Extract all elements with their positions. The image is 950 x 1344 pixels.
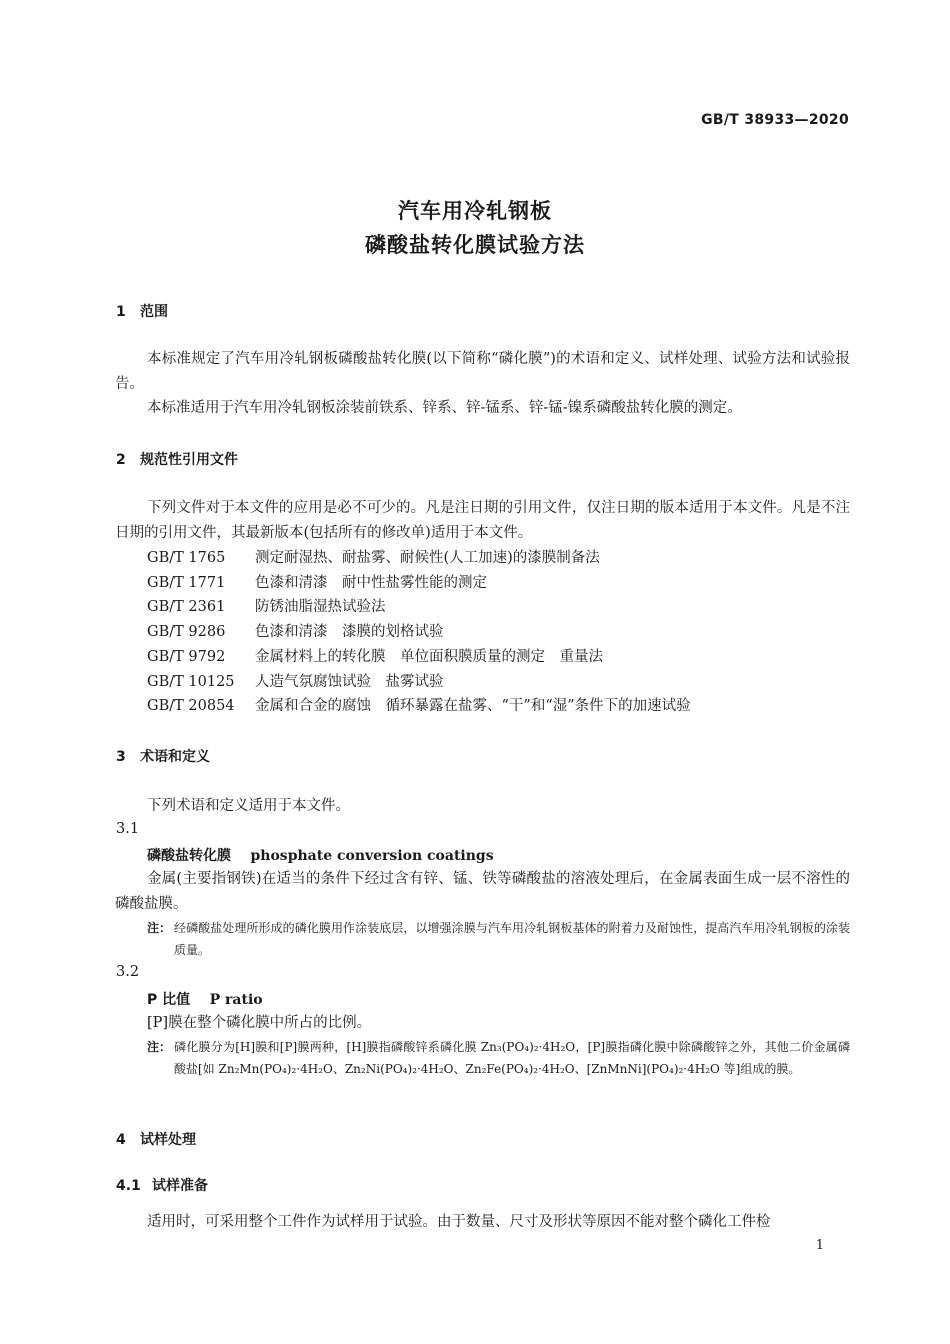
page-number: 1 <box>815 1238 824 1253</box>
section-number: 4 <box>116 1132 126 1148</box>
paragraph: 下列文件对于本文件的应用是必不可少的。凡是注日期的引用文件，仅注日期的版本适用于本文件。凡是不注日期的引用文件，其最新版本(包括所有的修改单)适用于本文件。 <box>115 500 850 541</box>
section-number: 3 <box>116 749 126 765</box>
standard-code: GB/T 38933—2020 <box>701 112 849 128</box>
section-2-heading <box>116 449 238 469</box>
term-number: 3.2 <box>116 964 140 980</box>
term-definition: 金属(主要指钢铁)在适当的条件下经过含有锌、锰、铁等磷酸盐的溶液处理后，在金属表面生成一层不溶性的磷酸盐膜。 <box>115 871 850 912</box>
paragraph: 下列术语和定义适用于本文件。 <box>147 798 350 814</box>
section-number: 1 <box>116 304 126 320</box>
section-3-heading <box>116 746 210 766</box>
reference-item: GB/T 2361 防锈油脂湿热试验法 <box>147 599 386 615</box>
reference-item: GB/T 9792 金属材料上的转化膜 单位面积膜质量的测定 重量法 <box>147 649 603 665</box>
term-heading: 磷酸盐转化膜 phosphate conversion coatings <box>147 848 494 864</box>
section-number: 2 <box>116 452 126 468</box>
document-title-line1: 汽车用冷轧钢板 <box>398 199 552 223</box>
subsection-4-1-heading <box>116 1175 208 1195</box>
section-number: 4.1 <box>116 1178 141 1194</box>
reference-item: GB/T 9286 色漆和清漆 漆膜的划格试验 <box>147 624 444 640</box>
document-title-line2: 磷酸盐转化膜试验方法 <box>365 233 585 257</box>
reference-item: GB/T 10125 人造气氛腐蚀试验 盐雾试验 <box>147 674 444 690</box>
section-title: 术语和定义 <box>140 749 210 765</box>
section-4-heading <box>116 1129 196 1149</box>
section-1-heading <box>116 301 168 321</box>
paragraph: 适用时，可采用整个工件作为试样用于试验。由于数量、尺寸及形状等原因不能对整个磷化工件检 <box>147 1214 771 1230</box>
note: 注： 经磷酸盐处理所形成的磷化膜用作涂装底层，以增强涂膜与汽车用冷轧钢板基体的附着力及耐蚀性，提高汽车用冷轧钢板的涂装质量。 <box>147 921 850 957</box>
reference-item: GB/T 20854 金属和合金的腐蚀 循环暴露在盐雾、“干”和“湿”条件下的加速试验 <box>147 698 691 714</box>
term-heading: P 比值 P ratio <box>147 992 263 1008</box>
term-definition: [P]膜在整个磷化膜中所占的比例。 <box>147 1015 372 1031</box>
note: 注： 磷化膜分为[H]膜和[P]膜两种，[H]膜指磷酸锌系磷化膜 Zn₃(PO₄)₂·4H₂O，[P]膜指磷化膜中除磷酸锌之外，其他二价金属磷酸盐[如 Zn₂Mn(PO₄)₂·4H₂O、Zn₂Ni(PO₄)₂·4H₂O、Zn₂Fe(PO₄)₂·4H₂O、[ZnMnNi](PO₄)₂·4H₂O 等]组成的膜。 <box>147 1040 850 1076</box>
section-title: 范围 <box>140 304 168 320</box>
section-title: 试样处理 <box>140 1132 196 1148</box>
term-number: 3.1 <box>116 821 140 837</box>
section-title: 规范性引用文件 <box>140 452 238 468</box>
paragraph: 本标准适用于汽车用冷轧钢板涂装前铁系、锌系、锌-锰系、锌-锰-镍系磷酸盐转化膜的测定。 <box>147 400 742 416</box>
reference-item: GB/T 1765 测定耐湿热、耐盐雾、耐候性(人工加速)的漆膜制备法 <box>147 550 600 566</box>
section-title: 试样准备 <box>152 1178 208 1194</box>
paragraph: 本标准规定了汽车用冷轧钢板磷酸盐转化膜(以下简称“磷化膜”)的术语和定义、试样处理、试验方法和试验报告。 <box>115 351 850 392</box>
reference-item: GB/T 1771 色漆和清漆 耐中性盐雾性能的测定 <box>147 575 487 591</box>
